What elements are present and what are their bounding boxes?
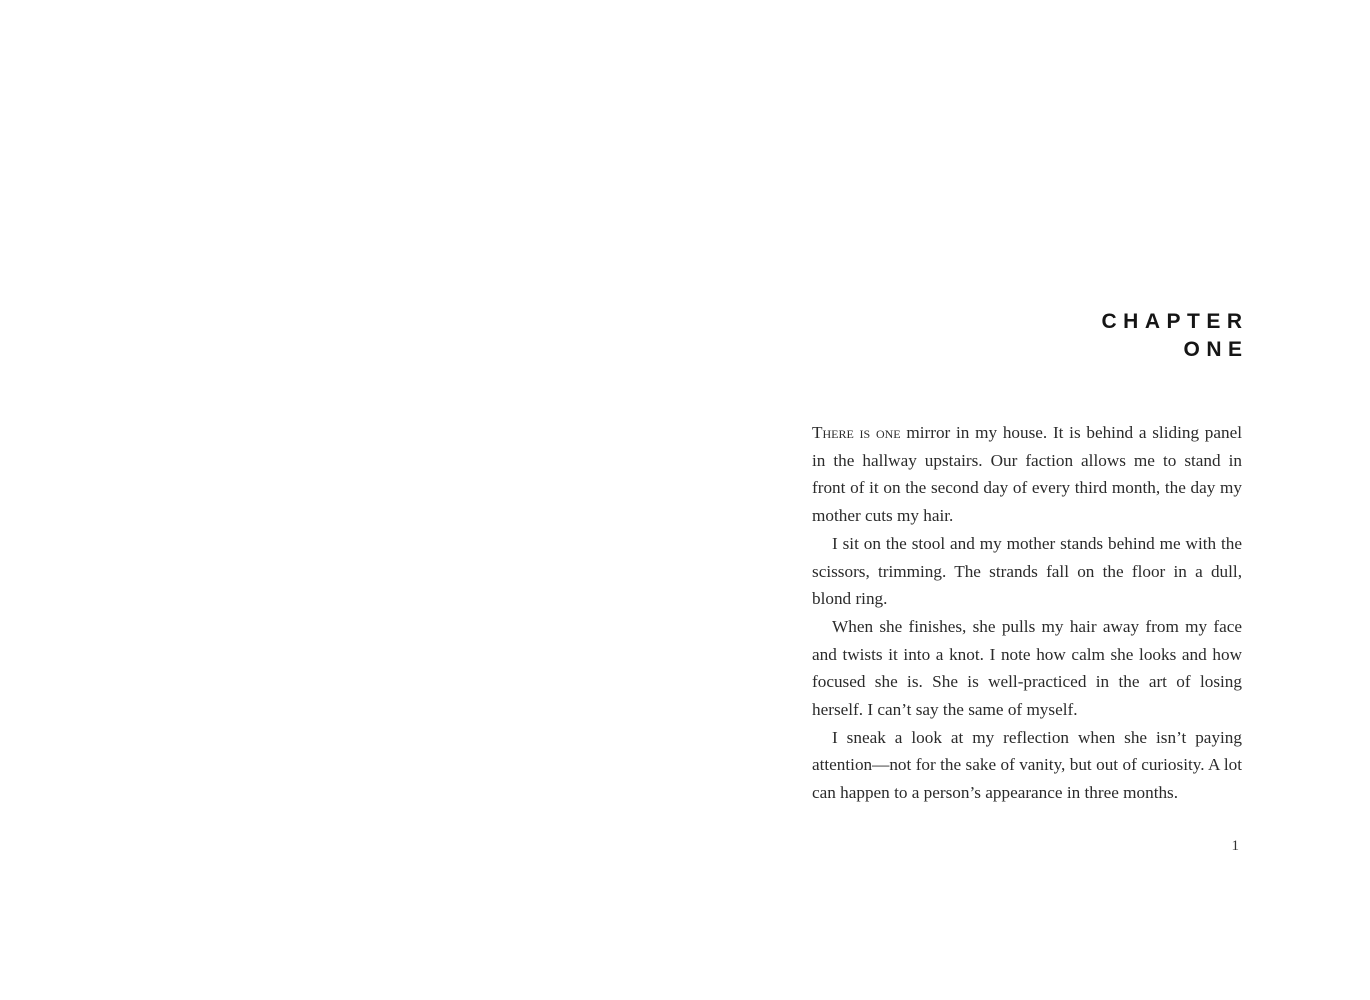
paragraph-lead-in: There is one <box>812 423 901 442</box>
chapter-heading-line-2: ONE <box>1183 338 1249 361</box>
paragraph-1 <box>812 419 1242 530</box>
chapter-heading <box>1101 308 1249 364</box>
chapter-body-text <box>812 419 1242 807</box>
chapter-heading-line-1: CHAPTER <box>1101 310 1249 333</box>
page-number: 1 <box>1231 838 1239 854</box>
paragraph-2: I sit on the stool and my mother stands behind me with the scissors, trimming. The strands fall on the floor in a dull, blond ring. <box>812 533 1242 609</box>
paragraph-3: When she finishes, she pulls my hair away from my face and twists it into a knot. I note how calm she looks and how focused she is. She is well-practiced in the art of losing herself. I can’t say the same of myself. <box>812 616 1242 720</box>
right-page <box>685 0 1370 1000</box>
paragraph-4: I sneak a look at my reflection when she isn’t paying attention—not for the sake of vanity, but out of curiosity. A lot can happen to a person’s appearance in three months. <box>812 727 1242 803</box>
paragraph-1-text: mirror in my house. It is behind a sliding panel in the hallway upstairs. Our faction allows me to stand in front of it on the second day of every third month, the day my mother cuts my hair. <box>812 423 1242 526</box>
